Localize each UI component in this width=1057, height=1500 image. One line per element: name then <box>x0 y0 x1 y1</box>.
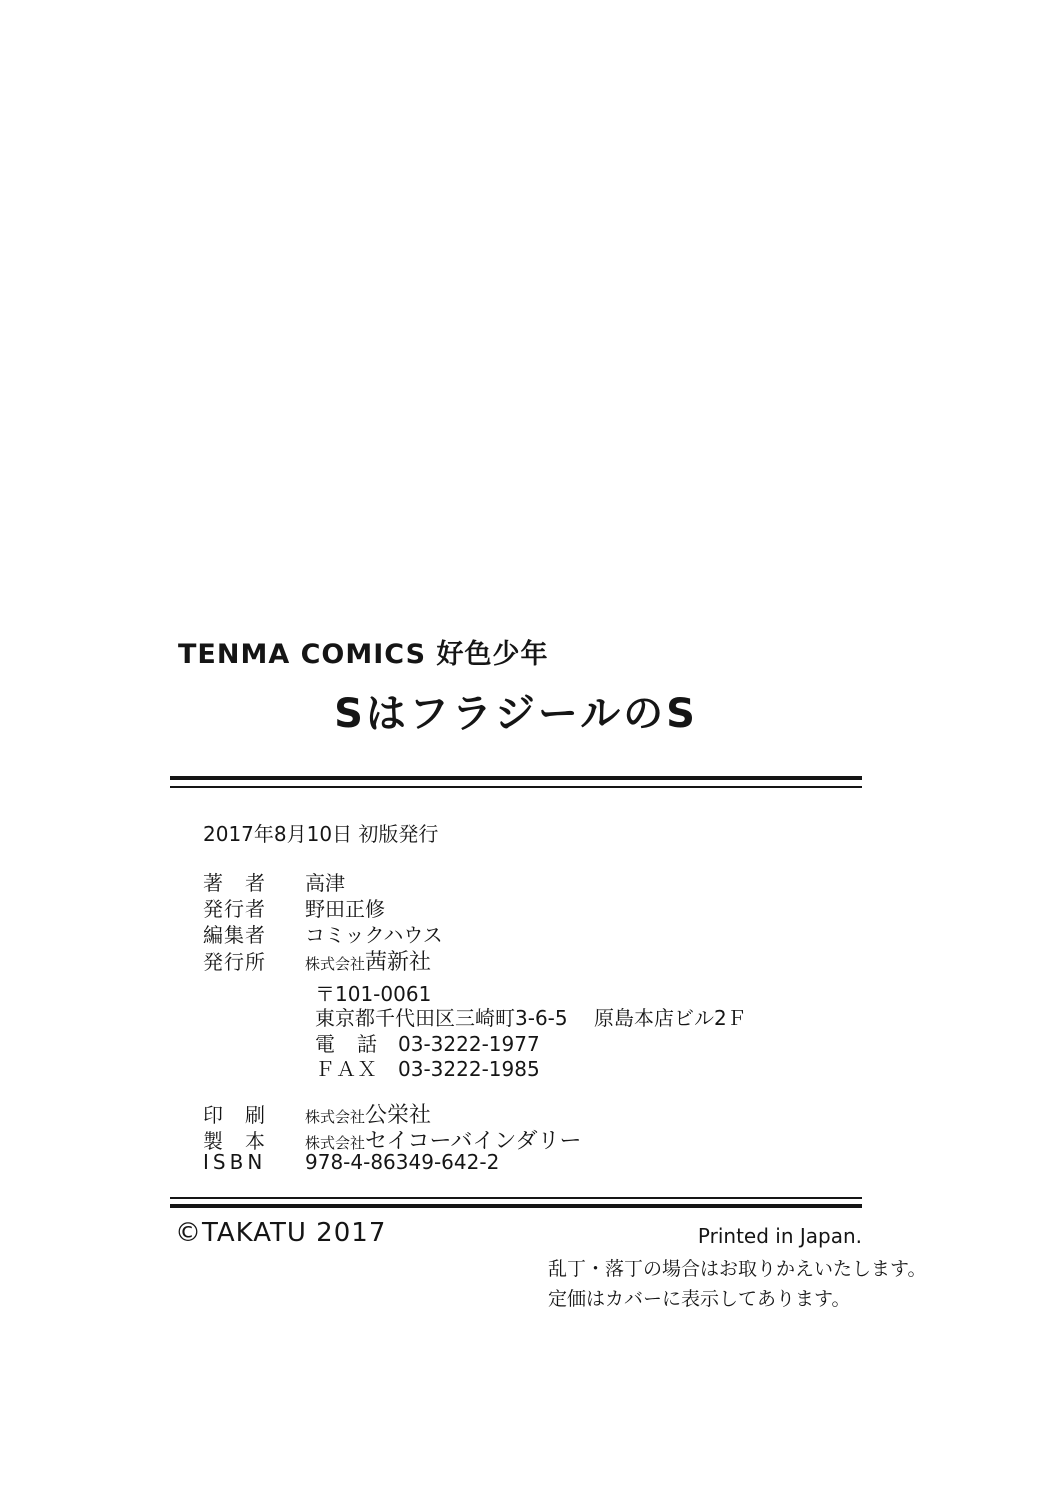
postal-code: 〒101-0061 <box>315 982 432 1006</box>
price-notice: 定価はカバーに表示してあります。 <box>548 1288 851 1310</box>
production-row-isbn <box>203 1150 499 1174</box>
company-prefix: 株式会社 <box>305 1108 366 1126</box>
printed-in-label: Printed in Japan. <box>697 1224 862 1248</box>
credit-label: 発行所 <box>203 950 266 974</box>
phone-label: 電 話 <box>315 1032 378 1056</box>
fax-label: ＦＡＸ <box>315 1057 378 1081</box>
credit-label: 発行者 <box>203 897 266 921</box>
credit-row-author <box>203 867 345 896</box>
credit-row-editor <box>203 919 443 948</box>
book-title: SはフラジールのS <box>334 691 698 737</box>
defect-notice: 乱丁・落丁の場合はお取りかえいたします。 <box>548 1258 927 1280</box>
bottom-double-rule <box>170 1197 862 1208</box>
copyright-notice: ©TAKATU 2017 <box>175 1218 387 1248</box>
credit-label: 著 者 <box>203 871 266 895</box>
street-address: 東京都千代田区三崎町3-6-5 原島本店ビル2Ｆ <box>315 1006 747 1030</box>
production-label: 印 刷 <box>203 1103 266 1127</box>
credit-value: 茜新社 <box>365 950 432 975</box>
isbn-label: ISBN <box>203 1150 267 1174</box>
credit-label: 編集者 <box>203 923 266 947</box>
credit-row-publisher-person <box>203 893 385 922</box>
colophon-block <box>170 630 927 1350</box>
production-label: 製 本 <box>203 1129 266 1153</box>
purchase-notices <box>548 1254 926 1314</box>
credit-value: コミックハウス <box>305 923 443 947</box>
company-prefix: 株式会社 <box>305 955 366 973</box>
isbn-value: 978-4-86349-642-2 <box>305 1150 500 1174</box>
company-prefix: 株式会社 <box>305 1134 366 1152</box>
fax-number: 03-3222-1985 <box>398 1057 540 1081</box>
credit-value: 高津 <box>305 871 345 895</box>
credit-value: 野田正修 <box>305 897 385 921</box>
top-double-rule <box>170 776 862 788</box>
fax-line <box>315 1053 540 1082</box>
production-value: セイコーバインダリー <box>365 1129 582 1154</box>
series-label: TENMA COMICS 好色少年 <box>178 639 549 670</box>
credit-row-publishing-company <box>203 945 431 976</box>
edition-date: 2017年8月10日 初版発行 <box>203 822 439 846</box>
production-value: 公栄社 <box>365 1103 432 1128</box>
phone-number: 03-3222-1977 <box>398 1032 540 1056</box>
